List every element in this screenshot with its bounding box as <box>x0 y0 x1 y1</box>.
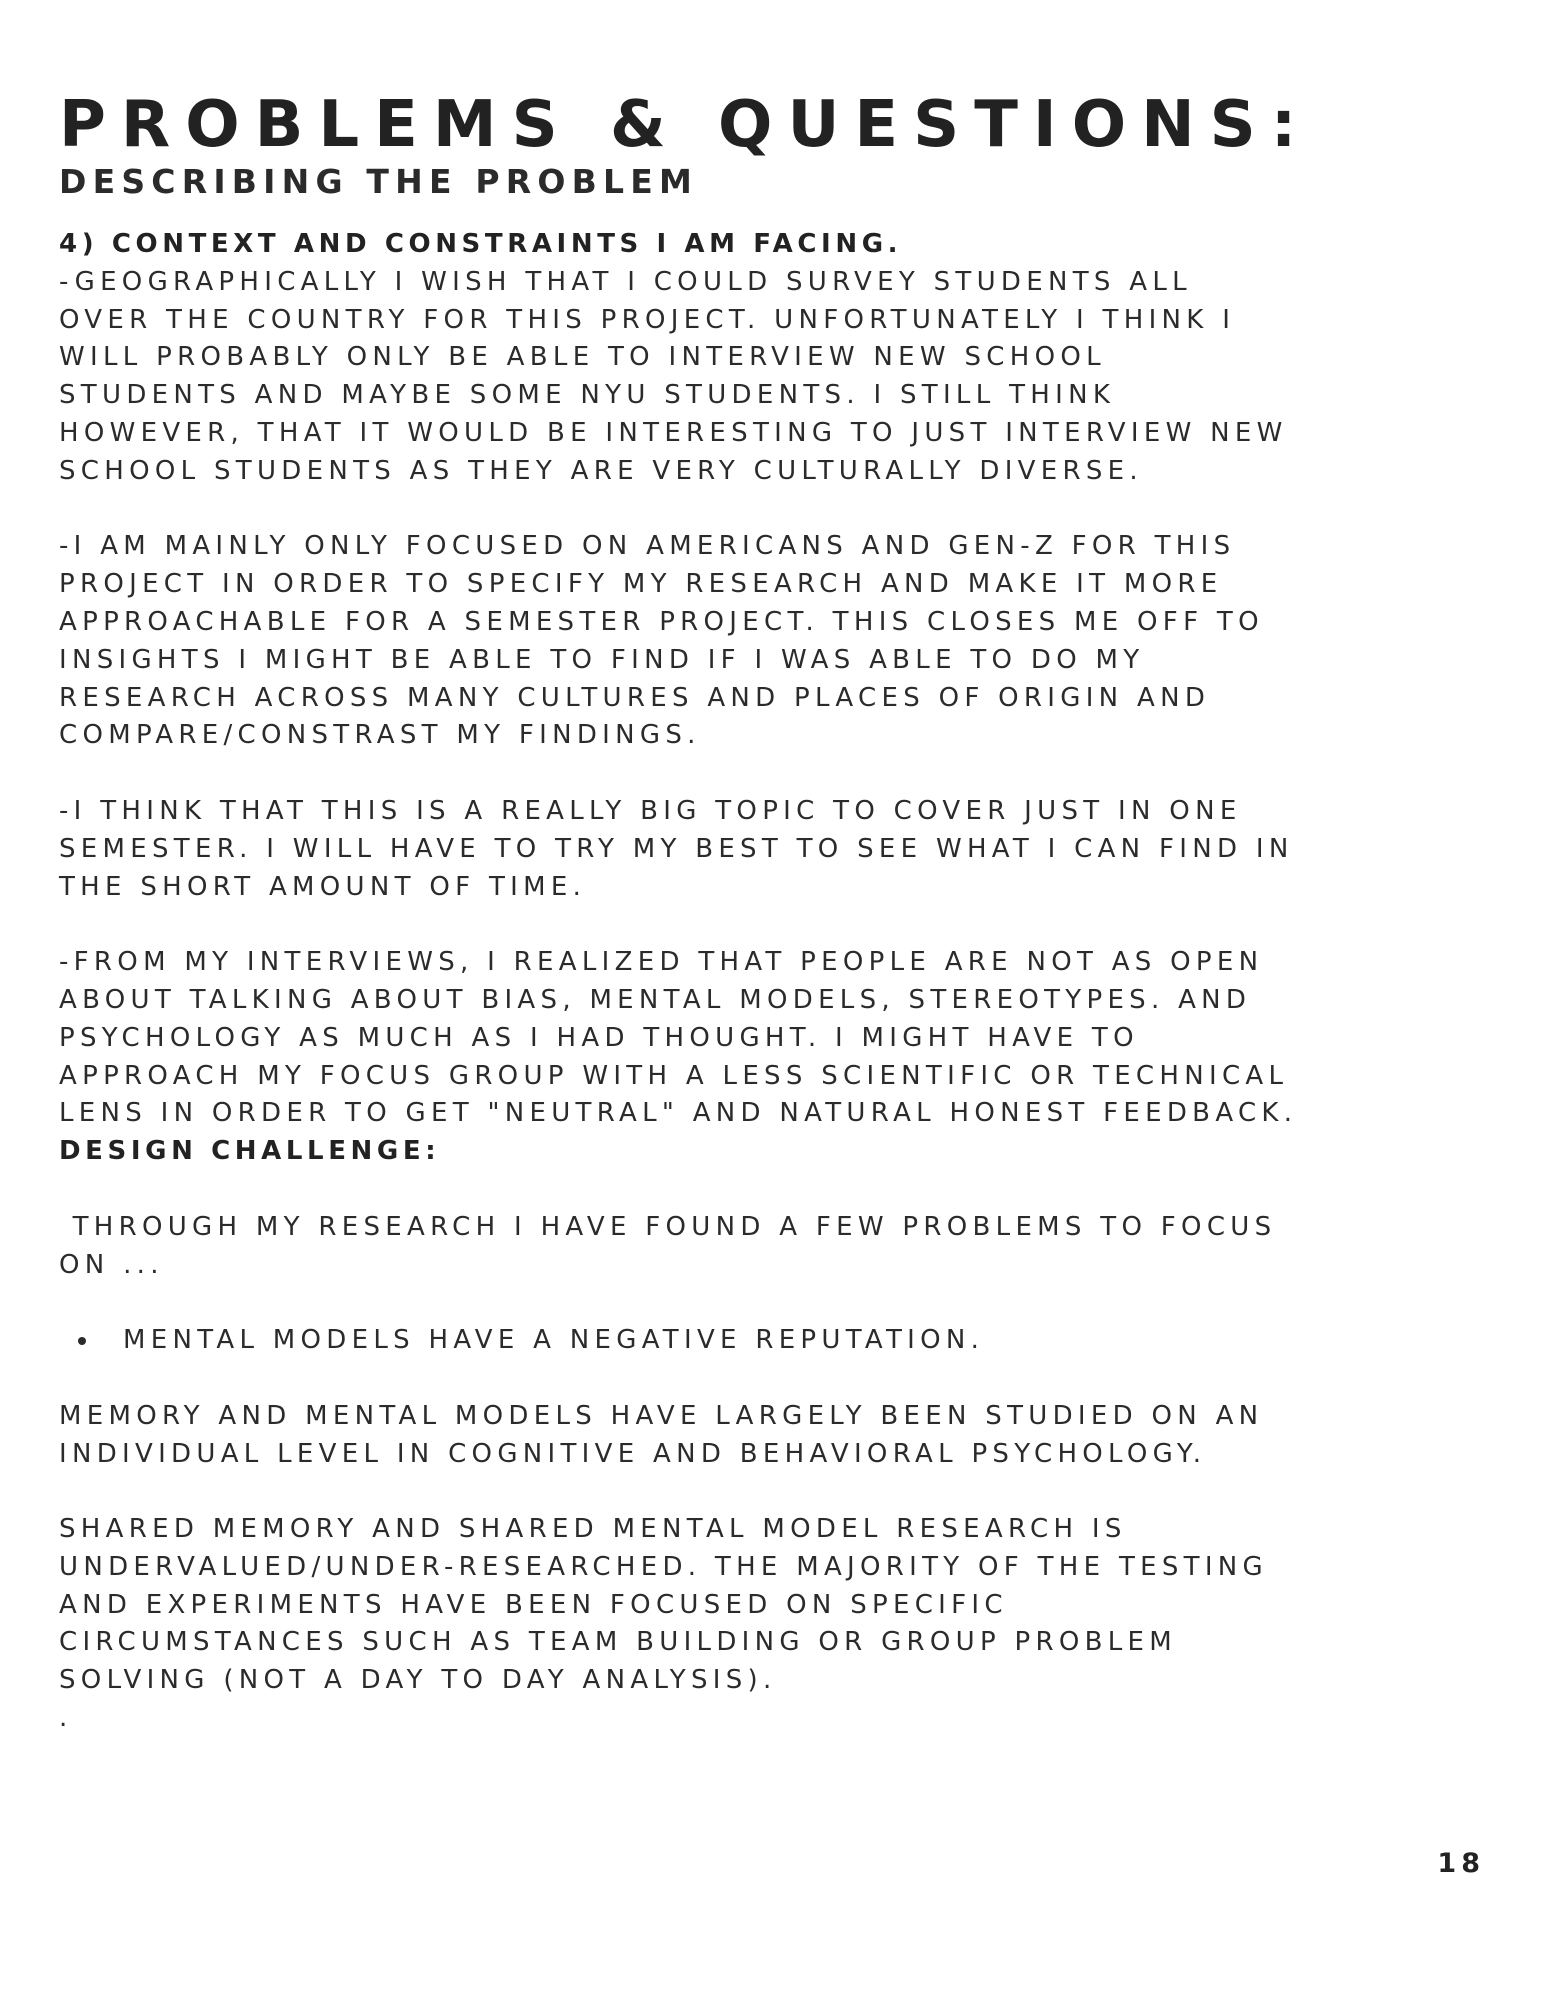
design-challenge-heading: DESIGN CHALLENGE: <box>59 1136 441 1167</box>
text-line: -FROM MY INTERVIEWS, I REALIZED THAT PEOPLE ARE NOT AS OPEN <box>59 947 1264 978</box>
trailing-period: . <box>59 1703 73 1734</box>
page-number: 18 <box>1437 1848 1485 1879</box>
text-line: APPROACHABLE FOR A SEMESTER PROJECT. THIS CLOSES ME OFF TO <box>59 606 1264 637</box>
page-subtitle: DESCRIBING THE PROBLEM <box>59 162 699 201</box>
bullet-icon <box>78 1337 86 1345</box>
design-challenge-intro <box>59 1209 1499 1285</box>
text-line: ON ... <box>59 1249 164 1280</box>
text-line: PSYCHOLOGY AS MUCH AS I HAD THOUGHT. I MIGHT HAVE TO <box>59 1022 1139 1053</box>
list-item-text: MENTAL MODELS HAVE A NEGATIVE REPUTATION. <box>123 1325 985 1356</box>
text-line: COMPARE/CONSTRAST MY FINDINGS. <box>59 720 701 751</box>
text-line: LENS IN ORDER TO GET "NEUTRAL" AND NATURAL HONEST FEEDBACK. <box>59 1098 1298 1129</box>
page-title: PROBLEMS & QUESTIONS: <box>59 88 1312 162</box>
text-line: SEMESTER. I WILL HAVE TO TRY MY BEST TO SEE WHAT I CAN FIND IN <box>59 833 1294 864</box>
design-challenge-paragraph-2 <box>59 1511 1499 1700</box>
text-line: APPROACH MY FOCUS GROUP WITH A LESS SCIENTIFIC OR TECHNICAL <box>59 1060 1289 1091</box>
text-line: SHARED MEMORY AND SHARED MENTAL MODEL RESEARCH IS <box>59 1514 1127 1545</box>
text-line: SCHOOL STUDENTS AS THEY ARE VERY CULTURALLY DIVERSE. <box>59 455 1143 486</box>
text-line: OVER THE COUNTRY FOR THIS PROJECT. UNFORTUNATELY I THINK I <box>59 304 1236 335</box>
spacer <box>59 906 1499 944</box>
text-line: AND EXPERIMENTS HAVE BEEN FOCUSED ON SPECIFIC <box>59 1589 1008 1620</box>
text-line: ABOUT TALKING ABOUT BIAS, MENTAL MODELS, STEREOTYPES. AND <box>59 984 1252 1015</box>
text-line: THE SHORT AMOUNT OF TIME. <box>59 871 587 902</box>
constraint-paragraph-2 <box>59 528 1499 755</box>
text-line: THROUGH MY RESEARCH I HAVE FOUND A FEW PROBLEMS TO FOCUS <box>59 1211 1277 1242</box>
text-line: INDIVIDUAL LEVEL IN COGNITIVE AND BEHAVIORAL PSYCHOLOGY. <box>59 1438 1207 1469</box>
text-line: UNDERVALUED/UNDER-RESEARCHED. THE MAJORITY OF THE TESTING <box>59 1551 1269 1582</box>
constraints-heading: 4) CONTEXT AND CONSTRAINTS I AM FACING. <box>59 229 903 259</box>
text-line: INSIGHTS I MIGHT BE ABLE TO FIND IF I WAS ABLE TO DO MY <box>59 644 1145 675</box>
spacer <box>59 1284 1499 1322</box>
document-page <box>59 88 1499 1738</box>
spacer <box>59 1171 1499 1209</box>
text-line: -I THINK THAT THIS IS A REALLY BIG TOPIC TO COVER JUST IN ONE <box>59 795 1242 826</box>
text-line: -I AM MAINLY ONLY FOCUSED ON AMERICANS AND GEN-Z FOR THIS <box>59 531 1236 562</box>
text-line: RESEARCH ACROSS MANY CULTURES AND PLACES OF ORIGIN AND <box>59 682 1211 713</box>
constraint-paragraph-3 <box>59 793 1499 906</box>
spacer <box>59 491 1499 529</box>
constraint-paragraph-1 <box>59 264 1499 491</box>
text-line: PROJECT IN ORDER TO SPECIFY MY RESEARCH AND MAKE IT MORE <box>59 569 1223 600</box>
text-line: STUDENTS AND MAYBE SOME NYU STUDENTS. I STILL THINK <box>59 380 1116 411</box>
text-line: WILL PROBABLY ONLY BE ABLE TO INTERVIEW NEW SCHOOL <box>59 342 1106 373</box>
list-item <box>59 1322 1499 1360</box>
spacer <box>59 1473 1499 1511</box>
problem-bullet-list <box>59 1322 1499 1360</box>
text-line: SOLVING (NOT A DAY TO DAY ANALYSIS). <box>59 1665 777 1696</box>
text-line: -GEOGRAPHICALLY I WISH THAT I COULD SURVEY STUDENTS ALL <box>59 266 1192 297</box>
text-line: HOWEVER, THAT IT WOULD BE INTERESTING TO JUST INTERVIEW NEW <box>59 417 1288 448</box>
spacer <box>59 1360 1499 1398</box>
text-line: CIRCUMSTANCES SUCH AS TEAM BUILDING OR GROUP PROBLEM <box>59 1627 1178 1658</box>
spacer <box>59 755 1499 793</box>
text-line: MEMORY AND MENTAL MODELS HAVE LARGELY BEEN STUDIED ON AN <box>59 1400 1264 1431</box>
constraint-paragraph-4 <box>59 944 1499 1133</box>
document-body <box>59 226 1499 1738</box>
design-challenge-paragraph-1 <box>59 1398 1499 1474</box>
